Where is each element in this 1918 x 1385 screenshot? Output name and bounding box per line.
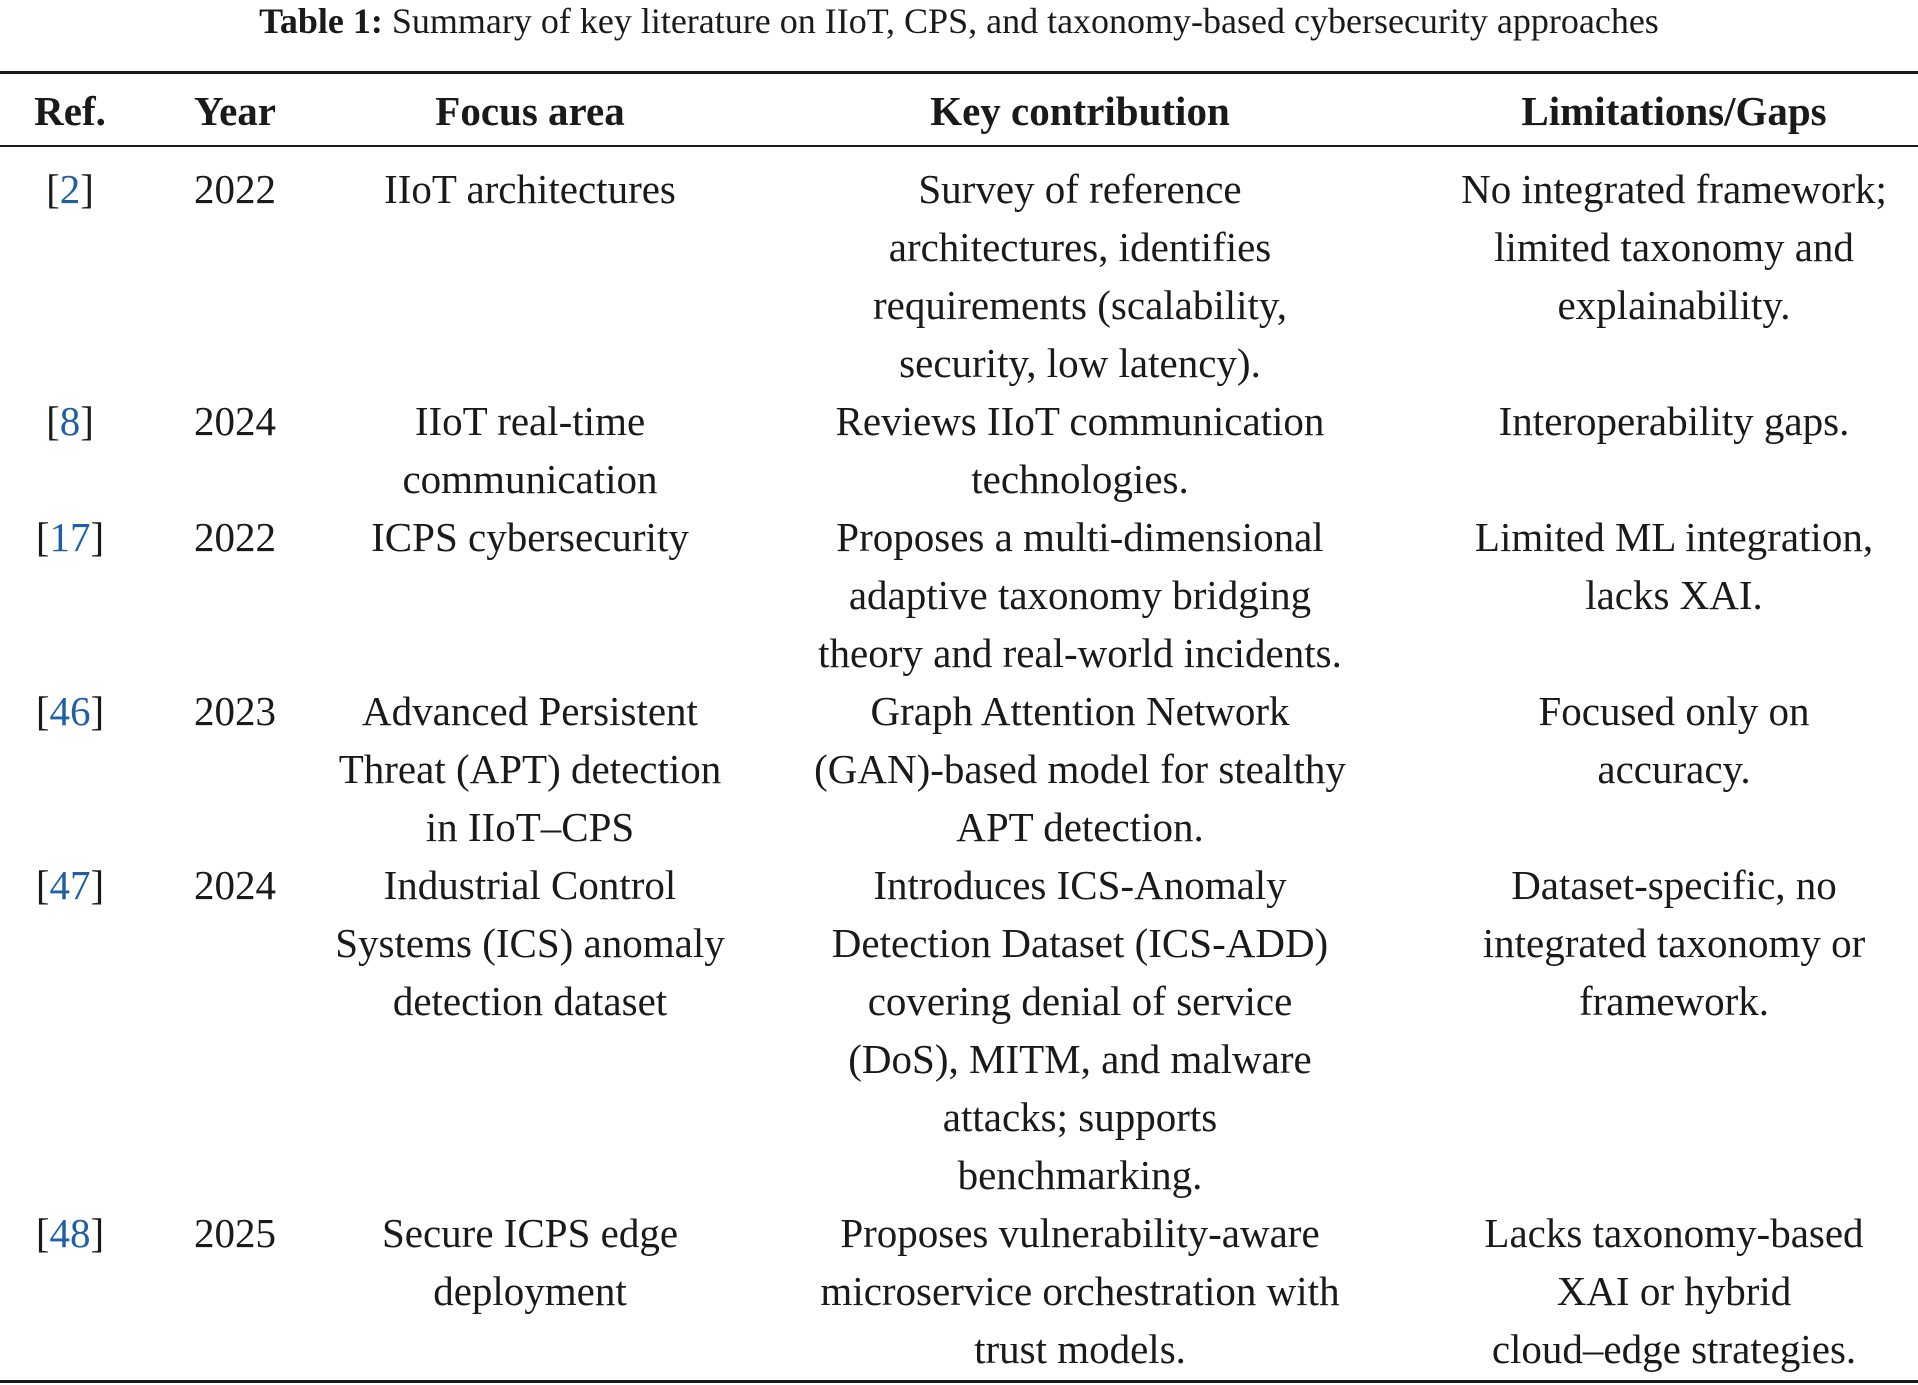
table-row (0, 856, 1918, 1204)
citation-link[interactable]: 17 (49, 514, 91, 560)
ref-open-bracket: [ (35, 862, 50, 908)
citation-link[interactable]: 8 (59, 398, 81, 444)
limitations-cell (1430, 508, 1918, 682)
header-row (0, 78, 1918, 148)
ref-close-bracket: ] (90, 862, 105, 908)
table-row (0, 508, 1918, 682)
limitations-cell-line: cloud–edge strategies. (1491, 1326, 1857, 1372)
ref-close-bracket: ] (80, 166, 94, 212)
limitations-cell-line: No integrated framework; (1461, 166, 1887, 212)
limitations-cell (1430, 856, 1918, 1204)
focus-area-cell-line: IIoT real-time (414, 398, 646, 444)
table-caption (0, 0, 1918, 42)
ref-open-bracket: [ (46, 398, 60, 444)
key-contribution-cell-line: (DoS), MITM, and malware (848, 1036, 1312, 1082)
top-rule (0, 71, 1918, 74)
header-focus-area: Focus area (435, 88, 625, 134)
focus-area-cell (330, 856, 730, 1204)
focus-area-cell-line: ICPS cybersecurity (371, 514, 689, 560)
key-contribution-cell-line: adaptive taxonomy bridging (848, 572, 1312, 618)
focus-area-cell-line: Industrial Control (383, 862, 677, 908)
key-contribution-cell-line: (GAN)-based model for stealthy (814, 746, 1346, 792)
limitations-cell-line: Focused only on (1538, 688, 1810, 734)
bottom-rule (0, 1380, 1918, 1383)
key-contribution-cell-line: technologies. (971, 456, 1189, 502)
ref-cell (0, 682, 140, 856)
key-contribution-cell-line: covering denial of service (867, 978, 1293, 1024)
ref-open-bracket: [ (35, 1210, 50, 1256)
year-cell: 2022 (194, 514, 276, 560)
key-contribution-cell-line: Survey of reference (918, 166, 1242, 212)
key-contribution-cell-line: Proposes a multi-dimensional (836, 514, 1324, 560)
ref-close-bracket: ] (90, 1210, 105, 1256)
citation-link[interactable]: 46 (49, 688, 91, 734)
ref-cell (0, 508, 140, 682)
key-contribution-cell (730, 392, 1430, 508)
limitations-cell-line: limited taxonomy and (1494, 224, 1854, 270)
key-contribution-cell-line: trust models. (974, 1326, 1186, 1372)
key-contribution-cell-line: architectures, identifies (888, 224, 1272, 270)
focus-area-cell-line: Systems (ICS) anomaly (335, 920, 725, 966)
limitations-cell-line: framework. (1578, 978, 1770, 1024)
literature-table (0, 78, 1918, 1378)
focus-area-cell-line: Advanced Persistent (362, 688, 698, 734)
focus-area-cell-line: in IIoT–CPS (425, 804, 635, 850)
year-cell: 2023 (194, 688, 276, 734)
focus-area-cell (330, 1204, 730, 1378)
key-contribution-cell (730, 856, 1430, 1204)
key-contribution-cell-line: Proposes vulnerability-aware (840, 1210, 1320, 1256)
key-contribution-cell-line: microservice orchestration with (820, 1268, 1340, 1314)
focus-area-cell (330, 508, 730, 682)
key-contribution-cell (730, 148, 1430, 392)
table-row (0, 148, 1918, 392)
ref-close-bracket: ] (90, 514, 105, 560)
limitations-cell (1430, 148, 1918, 392)
limitations-cell (1430, 392, 1918, 508)
ref-open-bracket: [ (46, 166, 60, 212)
focus-area-cell-line: Threat (APT) detection (338, 746, 722, 792)
ref-close-bracket: ] (90, 688, 105, 734)
key-contribution-cell-line: theory and real-world incidents. (818, 630, 1342, 676)
limitations-cell-line: Limited ML integration, (1474, 514, 1874, 560)
ref-open-bracket: [ (35, 514, 50, 560)
ref-close-bracket: ] (80, 398, 94, 444)
key-contribution-cell (730, 508, 1430, 682)
focus-area-cell-line: Secure ICPS edge (381, 1210, 679, 1256)
caption-label: Table 1: (259, 1, 383, 41)
limitations-cell-line: Interoperability gaps. (1498, 398, 1850, 444)
citation-link[interactable]: 48 (49, 1210, 91, 1256)
key-contribution-cell-line: Graph Attention Network (870, 688, 1290, 734)
limitations-cell (1430, 682, 1918, 856)
table-body (0, 148, 1918, 1378)
table-row (0, 682, 1918, 856)
limitations-cell-line: lacks XAI. (1585, 572, 1763, 618)
limitations-cell-line: Dataset-specific, no (1511, 862, 1837, 908)
ref-cell (0, 1204, 140, 1378)
key-contribution-cell-line: Detection Dataset (ICS-ADD) (831, 920, 1329, 966)
year-cell: 2024 (194, 862, 276, 908)
year-cell: 2024 (194, 398, 276, 444)
key-contribution-cell-line: Introduces ICS-Anomaly (873, 862, 1287, 908)
key-contribution-cell-line: benchmarking. (957, 1152, 1203, 1198)
key-contribution-cell-line: APT detection. (956, 804, 1204, 850)
focus-area-cell (330, 392, 730, 508)
limitations-cell-line: XAI or hybrid (1556, 1268, 1792, 1314)
citation-link[interactable]: 2 (59, 166, 81, 212)
ref-cell (0, 856, 140, 1204)
key-contribution-cell-line: security, low latency). (899, 340, 1261, 386)
key-contribution-cell-line: attacks; supports (942, 1094, 1218, 1140)
key-contribution-cell (730, 682, 1430, 856)
citation-link[interactable]: 47 (49, 862, 91, 908)
focus-area-cell-line: IIoT architectures (384, 166, 676, 212)
focus-area-cell-line: communication (402, 456, 658, 502)
caption-text: Summary of key literature on IIoT, CPS, and taxonomy-based cybersecurity approaches (391, 1, 1659, 41)
limitations-cell-line: accuracy. (1597, 746, 1751, 792)
key-contribution-cell (730, 1204, 1430, 1378)
focus-area-cell (330, 682, 730, 856)
ref-open-bracket: [ (35, 688, 50, 734)
limitations-cell-line: integrated taxonomy or (1482, 920, 1866, 966)
key-contribution-cell-line: Reviews IIoT communication (835, 398, 1325, 444)
limitations-cell-line: Lacks taxonomy-based (1484, 1210, 1864, 1256)
header-year: Year (194, 88, 276, 134)
header-limitations: Limitations/Gaps (1521, 88, 1827, 134)
table-row (0, 1204, 1918, 1378)
header-ref: Ref. (34, 88, 106, 134)
limitations-cell-line: explainability. (1557, 282, 1791, 328)
limitations-cell (1430, 1204, 1918, 1378)
ref-cell (0, 392, 140, 508)
year-cell: 2025 (194, 1210, 276, 1256)
table-row (0, 392, 1918, 508)
focus-area-cell-line: detection dataset (392, 978, 668, 1024)
focus-area-cell (330, 148, 730, 392)
key-contribution-cell-line: requirements (scalability, (872, 282, 1288, 328)
focus-area-cell-line: deployment (433, 1268, 627, 1314)
ref-cell (0, 148, 140, 392)
header-key-contribution: Key contribution (930, 88, 1230, 134)
year-cell: 2022 (194, 166, 276, 212)
